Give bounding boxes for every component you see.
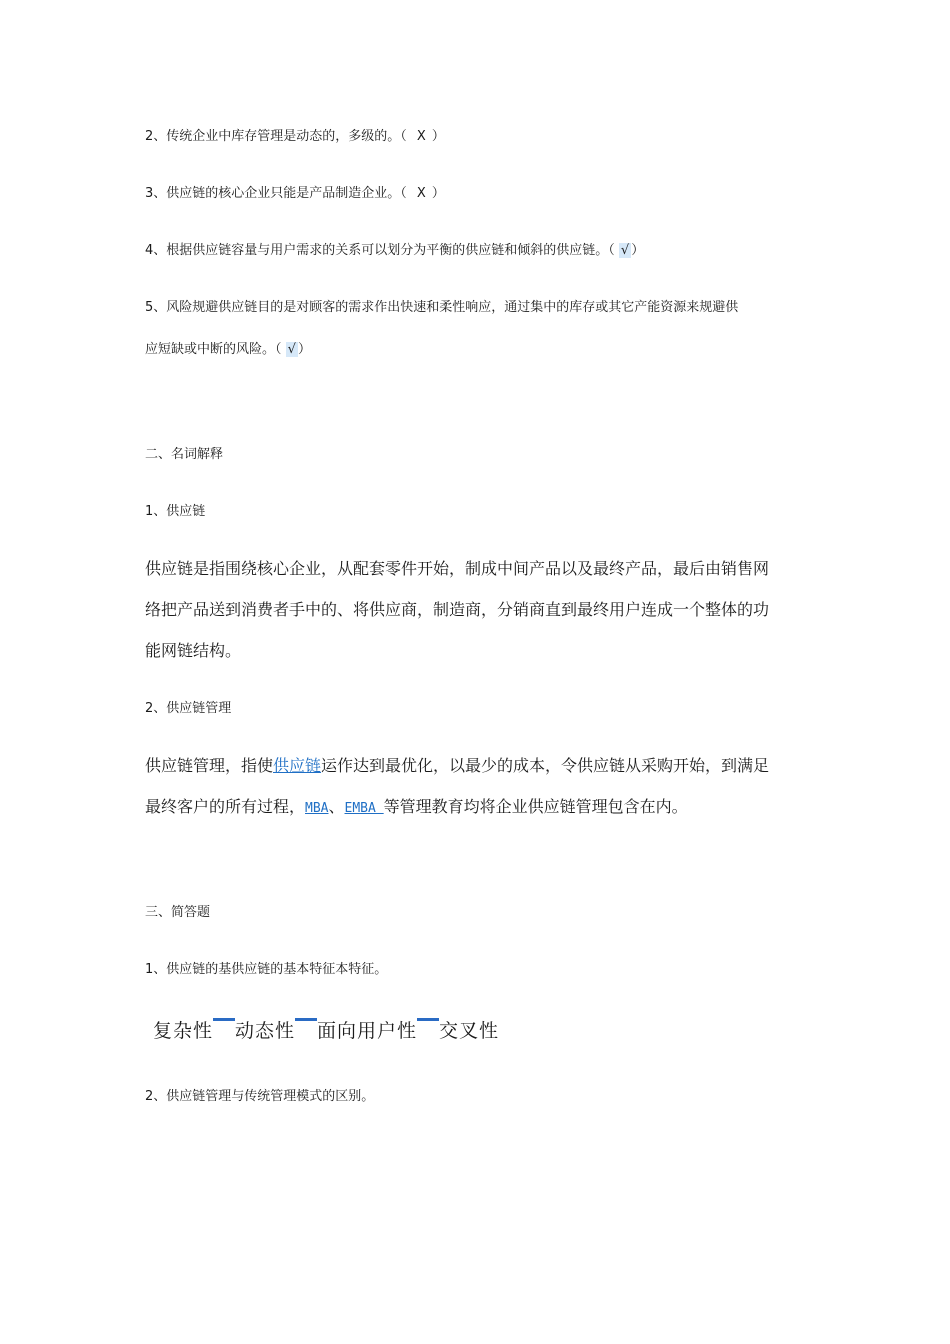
judgement-q2: 2、传统企业中库存管理是动态的，多级的。（ X ） [145, 129, 445, 144]
feature-item: 复杂性 [153, 1020, 214, 1042]
term-2-definition-line: 供应链管理，指使供应链运作达到最优化，以最少的成本，令供应链从采购开始，到满足 [145, 756, 770, 775]
answer-mark: X [416, 129, 426, 144]
judgement-q5-line1: 5、风险规避供应链目的是对顾客的需求作出快速和柔性响应，通过集中的库存或其它产能资源来规避供 [145, 300, 739, 315]
emba-link[interactable]: EMBA [344, 801, 384, 816]
section-heading-terms: 二、名词解释 [145, 447, 224, 462]
answer-checkmark-highlight: √ [287, 342, 296, 357]
feature-list [153, 1016, 499, 1046]
answer-checkmark-highlight: √ [620, 243, 630, 258]
judgement-q3: 3、供应链的核心企业只能是产品制造企业。（ X ） [145, 186, 445, 201]
answer-mark: X [416, 186, 426, 201]
judgement-q4: 4、根据供应链容量与用户需求的关系可以划分为平衡的供应链和倾斜的供应链。（ √ ） [145, 243, 645, 258]
mba-link[interactable]: MBA [305, 801, 329, 816]
supply-chain-link[interactable]: 供应链 [273, 756, 322, 775]
term-2-definition-line: 最终客户的所有过程，MBA、EMBA 等管理教育均将企业供应链管理包含在内。 [145, 797, 688, 816]
feature-item: 动态性 [235, 1020, 296, 1042]
term-1-definition-line: 络把产品送到消费者手中的、将供应商，制造商，分销商直到最终用户连成一个整体的功 [145, 600, 770, 619]
short-answer-q1: 1、供应链的基供应链的基本特征本特征。 [145, 962, 388, 977]
term-1-definition-line: 供应链是指围绕核心企业，从配套零件开始，制成中间产品以及最终产品，最后由销售网 [145, 559, 770, 578]
feature-item: 面向用户性 [317, 1020, 418, 1042]
term-1-title: 1、供应链 [145, 504, 206, 519]
term-2-title: 2、供应链管理 [145, 701, 232, 716]
short-answer-q2: 2、供应链管理与传统管理模式的区别。 [145, 1089, 375, 1104]
section-heading-short-answer: 三、简答题 [145, 905, 211, 920]
feature-separator [417, 1016, 439, 1046]
term-1-definition-line: 能网链结构。 [145, 641, 242, 660]
feature-separator [295, 1016, 317, 1046]
judgement-q5-line2: 应短缺或中断的风险。（ √ ） [145, 342, 311, 357]
feature-separator [213, 1016, 235, 1046]
feature-item: 交叉性 [439, 1020, 500, 1042]
